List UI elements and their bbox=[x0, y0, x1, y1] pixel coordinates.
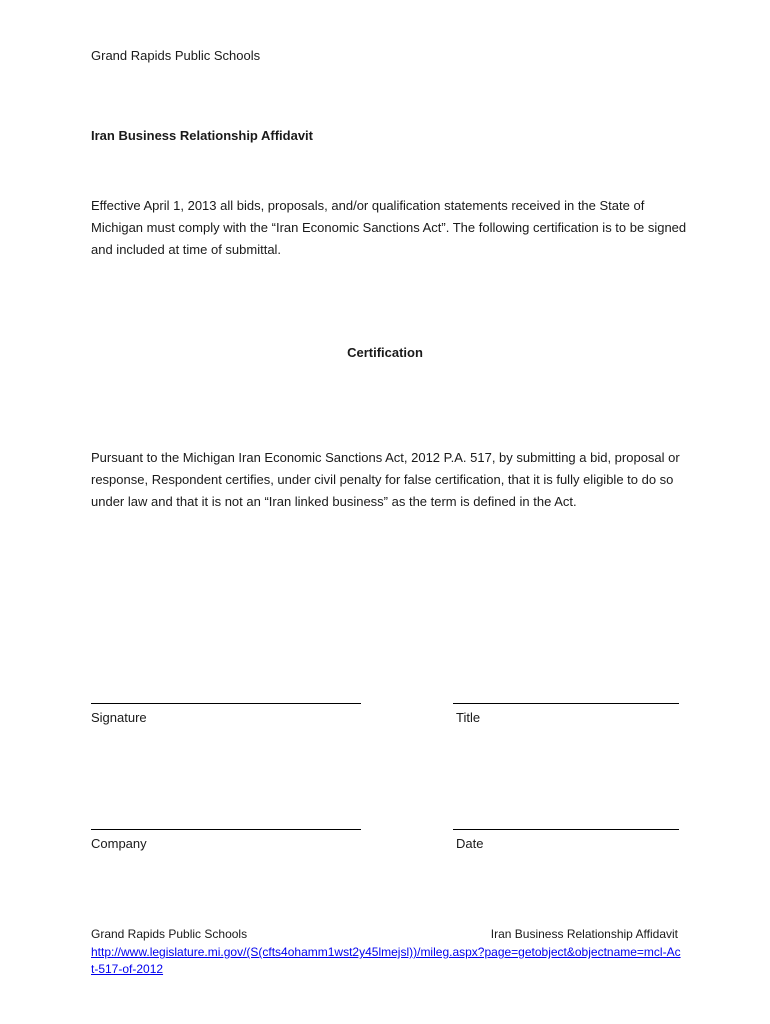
signature-label: Signature bbox=[91, 710, 147, 725]
page-header: Grand Rapids Public Schools bbox=[91, 48, 261, 63]
company-line[interactable] bbox=[91, 829, 361, 830]
document-title: Iran Business Relationship Affidavit bbox=[91, 128, 314, 143]
title-line[interactable] bbox=[453, 703, 679, 704]
signature-line[interactable] bbox=[91, 703, 361, 704]
date-label: Date bbox=[456, 836, 484, 851]
footer-organization: Grand Rapids Public Schools bbox=[91, 927, 248, 941]
intro-paragraph: Effective April 1, 2013 all bids, proposals, and/or qualification statements received in the State of Michigan must comply with the “Iran Economic Sanctions Act”. The following certification is to be signed and included at time of submittal. bbox=[91, 198, 687, 257]
company-label: Company bbox=[91, 836, 147, 851]
footer-document-title: Iran Business Relationship Affidavit bbox=[490, 927, 678, 941]
certification-heading: Certification bbox=[347, 345, 423, 360]
title-label: Title bbox=[456, 710, 481, 725]
certification-paragraph: Pursuant to the Michigan Iran Economic Sanctions Act, 2012 P.A. 517, by submitting a bid, proposal or response, Respondent certifies, under civil penalty for false certification, that it is fully eligible to do so under law and that it is not an “Iran linked business” as the term is defined in the Act. bbox=[91, 450, 680, 509]
date-line[interactable] bbox=[453, 829, 679, 830]
legislature-link[interactable]: http://www.legislature.mi.gov/(S(cfts4ohamm1wst2y45lmejsl))/mileg.aspx?page=getobject&objectname=mcl-Act-517-of-2012 bbox=[91, 945, 681, 976]
